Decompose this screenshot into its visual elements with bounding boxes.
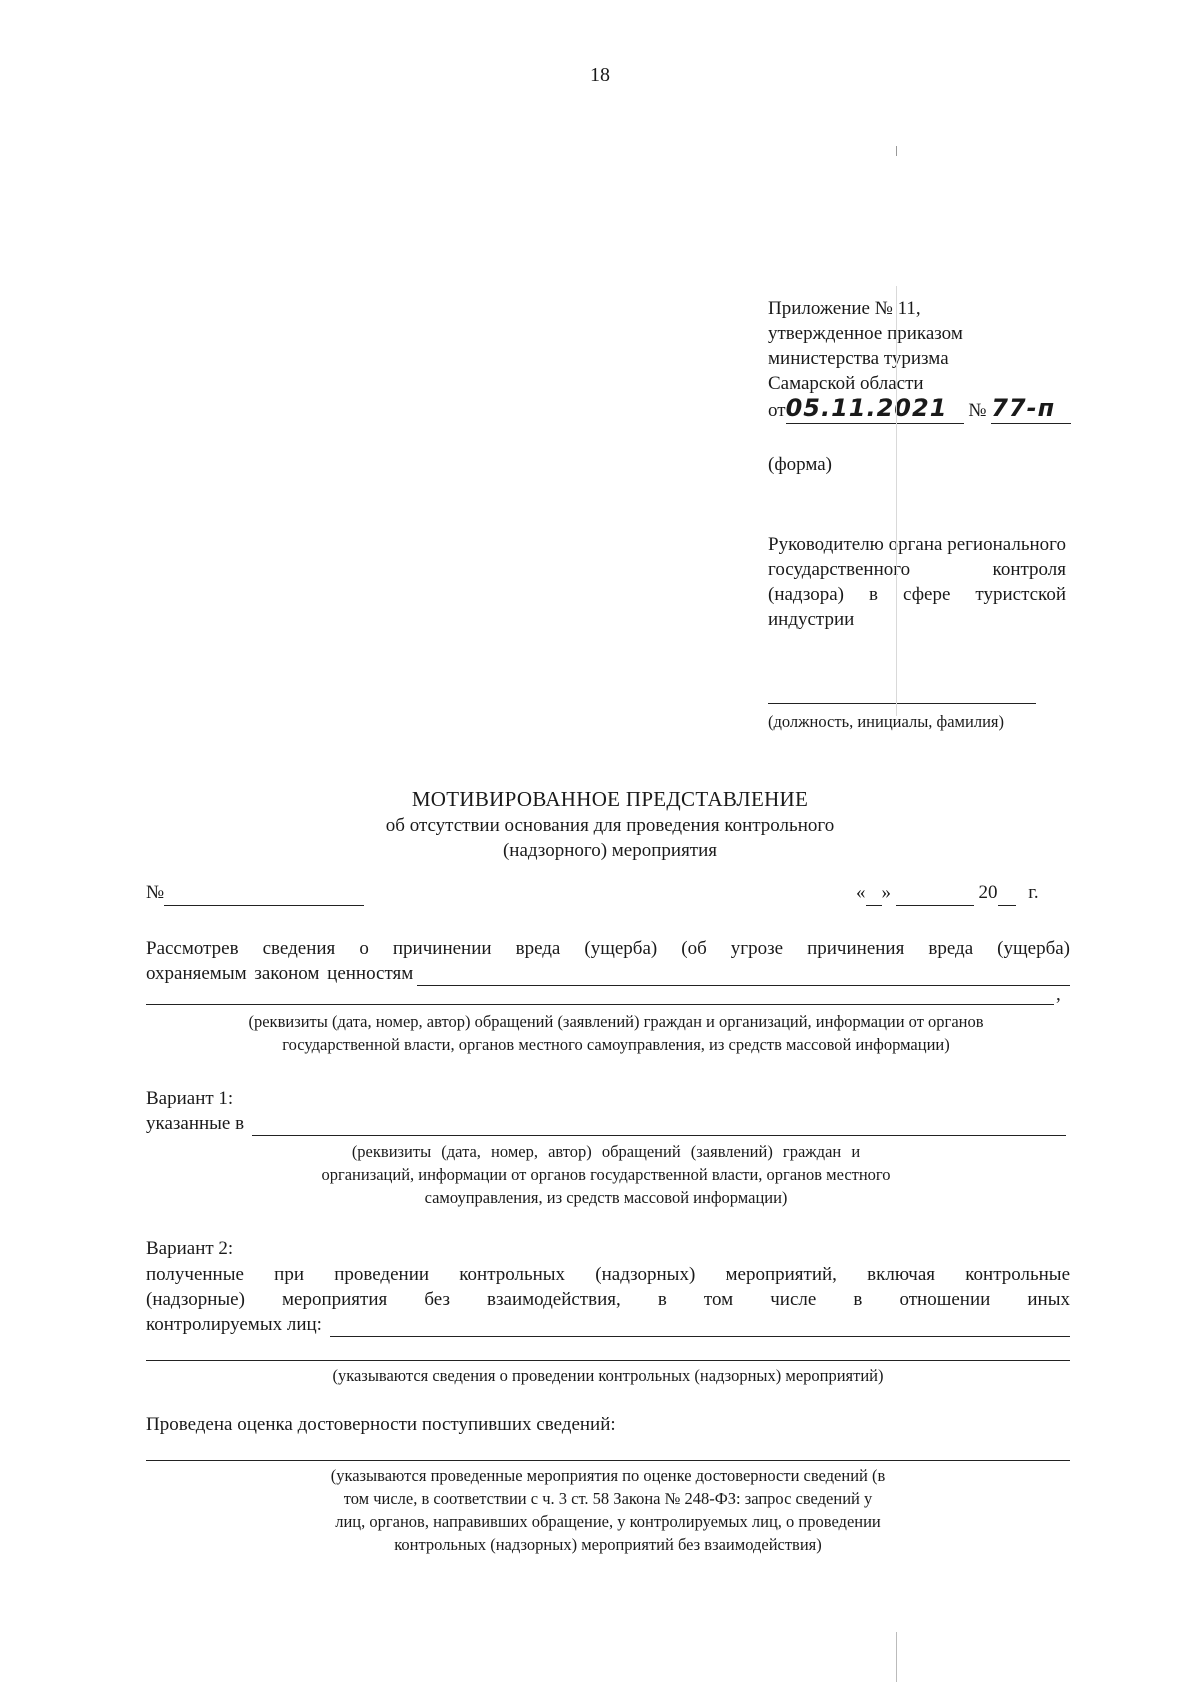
page-number: 18 <box>590 64 610 86</box>
requisites-fill-line <box>146 1004 1054 1005</box>
handwritten-number: 77-п <box>991 394 1056 422</box>
requisites-caption <box>146 1010 1086 1056</box>
assessment-heading: Проведена оценка достоверности поступивших сведений: <box>146 1414 616 1435</box>
approval-line: Самарской области <box>768 373 924 394</box>
variant2-fill-line <box>330 1318 1070 1337</box>
date-close-quote: » <box>881 882 891 903</box>
approval-block <box>768 296 1068 424</box>
number-prefix: № <box>968 400 987 421</box>
recipient-text: Руководителю органа регионального государственного контроля (надзора) в сфере туристской индустрии <box>768 534 1066 630</box>
variant1-caption <box>146 1140 1066 1209</box>
line-comma: , <box>1056 984 1061 1005</box>
date-field <box>786 396 964 424</box>
caption-line: (реквизиты (дата, номер, автор) обращений (заявлений) граждан и <box>351 1142 861 1161</box>
date-prefix: от <box>768 400 786 421</box>
year-field <box>998 880 1016 906</box>
caption-line: лиц, органов, направивших обращение, у контролируемых лиц, о проведении <box>335 1512 881 1531</box>
caption-line: (реквизиты (дата, номер, автор) обращений (заявлений) граждан и организаций, информации от органов <box>248 1012 984 1031</box>
variant1-line <box>146 1111 1066 1136</box>
document-subtitle: об отсутствии основания для проведения контрольного <box>385 815 835 836</box>
variant2-line <box>146 1312 1070 1337</box>
assessment-caption <box>146 1464 1070 1556</box>
number-field <box>991 396 1071 424</box>
year-suffix: г. <box>1028 882 1039 903</box>
approval-line: Приложение № 11, <box>768 298 921 319</box>
variant2-text <box>146 1262 1070 1337</box>
assessment-fill-line <box>146 1460 1070 1461</box>
caption-line: том числе, в соответствии с ч. 3 ст. 58 Закона № 248-ФЗ: запрос сведений у <box>343 1489 873 1508</box>
document-title-block <box>0 786 1200 863</box>
approval-date-line <box>768 396 1068 424</box>
variant2-caption: (указываются сведения о проведении контрольных (надзорных) мероприятий) <box>332 1366 884 1385</box>
month-field <box>896 880 974 906</box>
document-title: МОТИВИРОВАННОЕ ПРЕДСТАВЛЕНИЕ <box>411 787 809 811</box>
variant1-fill-line <box>252 1115 1066 1136</box>
section-line: Рассмотрев сведения о причинении вреда (ущерба) (об угрозе причинения вреда (ущерба) <box>146 938 1070 959</box>
caption-line: (указываются проведенные мероприятия по оценке достоверности сведений (в <box>330 1466 886 1485</box>
variant2-second-fill-line <box>146 1360 1070 1361</box>
variant2-line: полученные при проведении контрольных (надзорных) мероприятий, включая контрольные <box>146 1264 1070 1285</box>
caption-line: самоуправления, из средств массовой информации) <box>424 1188 788 1207</box>
approval-line: министерства туризма <box>768 348 949 369</box>
day-field <box>866 880 882 906</box>
document-number-label <box>146 880 364 906</box>
section-line-text: охраняемым законом ценностям <box>146 963 414 984</box>
variant2-line-text: контролируемых лиц: <box>146 1314 322 1335</box>
recipient-fill-line <box>768 703 1036 704</box>
scan-mark <box>896 1632 897 1682</box>
approval-line: утвержденное приказом <box>768 323 963 344</box>
section-line <box>146 961 1070 986</box>
scan-mark <box>896 146 897 156</box>
document-subtitle: (надзорного) мероприятия <box>502 840 718 861</box>
recipient-caption: (должность, инициалы, фамилия) <box>768 712 1004 731</box>
document-date <box>856 880 1039 906</box>
values-fill-line <box>417 967 1070 986</box>
date-open-quote: « <box>856 882 866 903</box>
year-prefix: 20 <box>978 882 998 903</box>
variant1-label: Вариант 1: <box>146 1088 234 1109</box>
caption-line: контрольных (надзорных) мероприятий без взаимодействия) <box>394 1535 822 1554</box>
document-number-field <box>164 880 364 906</box>
caption-line: государственной власти, органов местного самоуправления, из средств массовой информации) <box>282 1035 950 1054</box>
variant1-lead: указанные в <box>146 1113 245 1134</box>
number-sign: № <box>146 882 165 903</box>
variant2-line: (надзорные) мероприятия без взаимодействия, в том числе в отношении иных <box>146 1289 1070 1310</box>
section-considered <box>146 936 1070 986</box>
caption-line: организаций, информации от органов государственной власти, органов местного <box>321 1165 891 1184</box>
recipient-block <box>768 532 1066 632</box>
form-label: (форма) <box>768 454 833 475</box>
handwritten-date: 05.11.2021 <box>785 394 948 422</box>
variant2-label: Вариант 2: <box>146 1238 234 1259</box>
scan-mark <box>896 286 897 716</box>
